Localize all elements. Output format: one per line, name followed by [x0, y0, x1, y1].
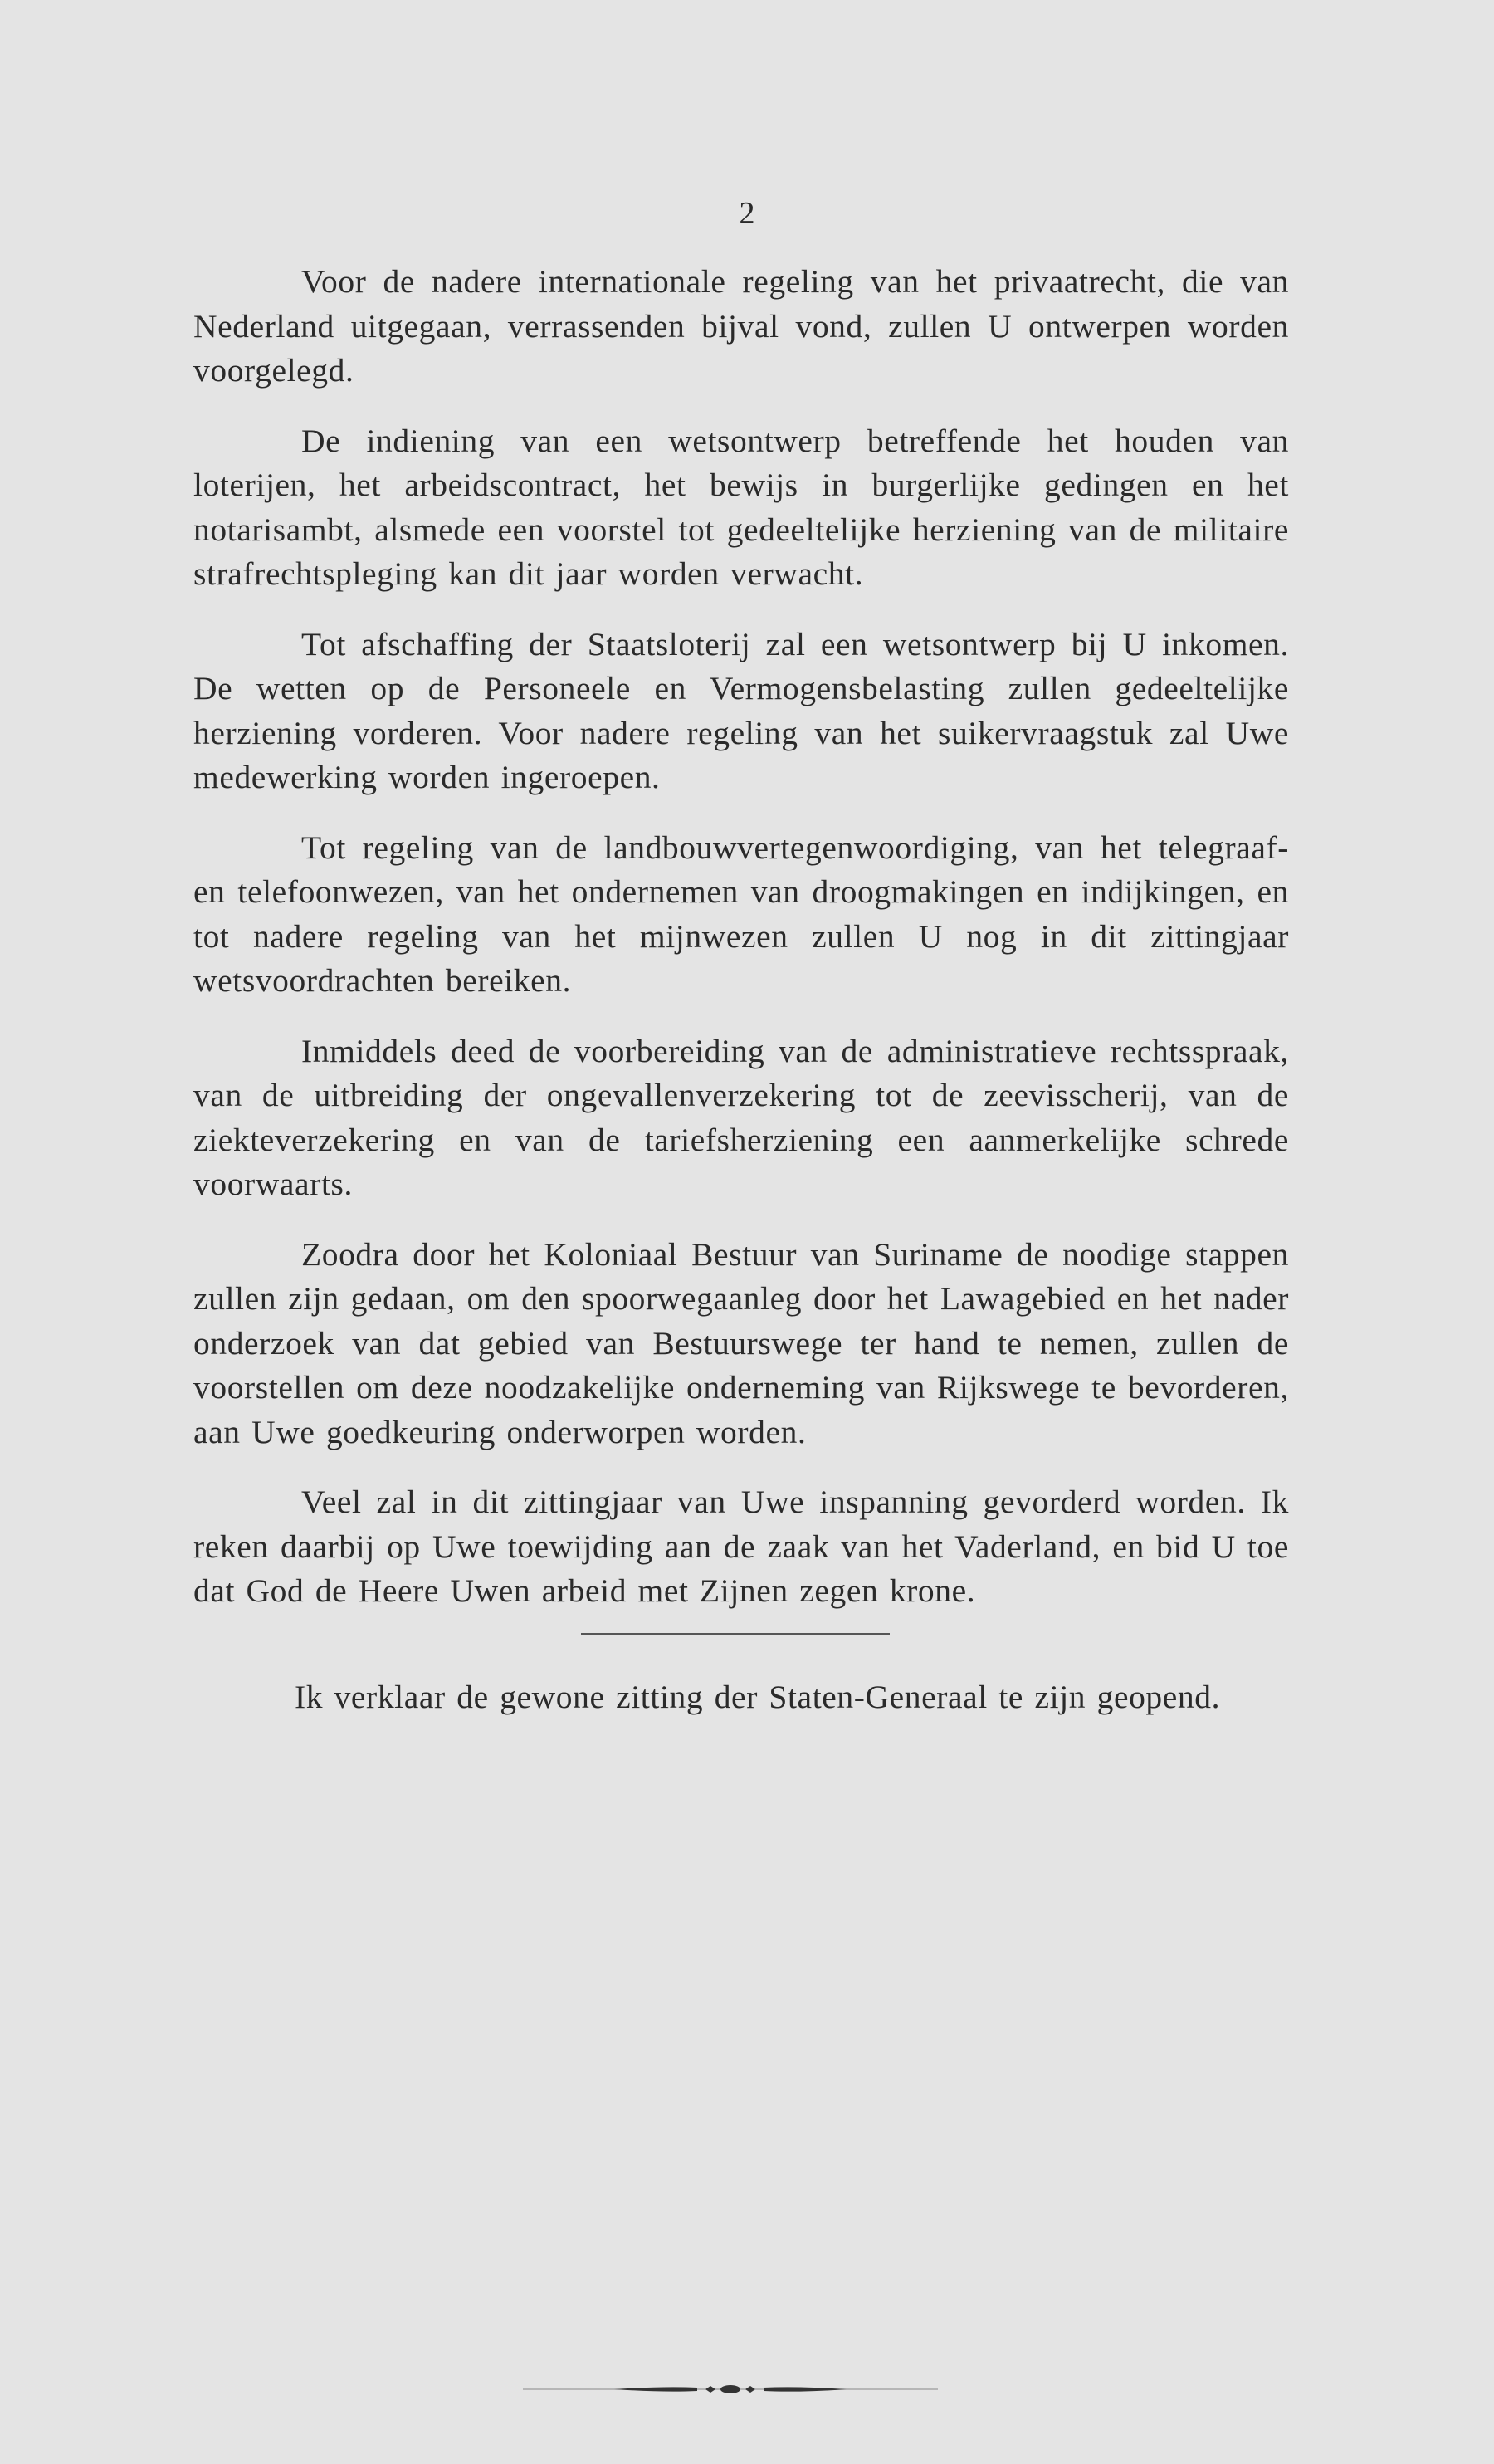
separator-line [581, 1633, 890, 1635]
body-text [193, 260, 1289, 1614]
ornament-rule [523, 2383, 938, 2396]
paragraph-private-law: Voor de nadere internationale regeling van het privaatrecht, die van Nederland uitgegaan, verrassenden bijval vond, zullen U ontwerpen worden voorgelegd. [193, 263, 1289, 389]
paragraph-state-lottery: Tot afschaffing der Staatsloterij zal een wetsontwerp bij U inkomen. De wetten op de Personeele en Vermogensbelasting zullen gedeeltelijke herziening vorderen. Voor nadere regeling van het suikervraagstuk zal Uwe medewerking worden ingeroepen. [193, 625, 1289, 795]
paragraph-closing-wishes: Veel zal in dit zittingjaar van Uwe inspanning gevorderd worden. Ik reken daarbij op Uwe toewijding aan de zaak van het Vaderland, en bid U toe dat God de Heere Uwen arbeid met Zijnen zegen krone. [193, 1484, 1289, 1609]
paragraph-suriname: Zoodra door het Koloniaal Bestuur van Suriname de noodige stappen zullen zijn gedaan, om den spoorwegaanleg door het Lawagebied en het nader onderzoek van dat gebied van Bestuurswege ter hand te nemen, zullen de voorstellen om deze noodzakelijke onderneming van Rijkswege te bevorderen, aan Uwe goedkeuring onderworpen worden. [193, 1235, 1289, 1450]
paragraph-bills: De indiening van een wetsontwerp betreffende het houden van loterijen, het arbeidscontract, het bewijs in burgerlijke gedingen en het notarisambt, alsmede een voorstel tot gedeeltelijke herziening van de militaire strafrechtspleging kan dit jaar worden verwacht. [193, 422, 1289, 592]
page-number: 2 [739, 196, 755, 231]
paragraph-administrative-justice: Inmiddels deed de voorbereiding van de administratieve rechtsspraak, van de uitbreiding der ongevallenverzekering tot de zeevisscherij, van de ziekteverzekering en van de tariefsherziening een aanmerkelijke schrede voorwaarts. [193, 1032, 1289, 1202]
paragraph-agriculture: Tot regeling van de landbouwvertegenwoordiging, van het telegraaf- en telefoonwezen, van het ondernemen van droogmakingen en indijkingen, en tot nadere regeling van het mijnwezen zullen U nog in dit zittingjaar wetsvoordrachten bereiken. [193, 829, 1289, 999]
closing-declaration: Ik verklaar de gewone zitting der Staten-Generaal te zijn geopend. [295, 1679, 1221, 1715]
